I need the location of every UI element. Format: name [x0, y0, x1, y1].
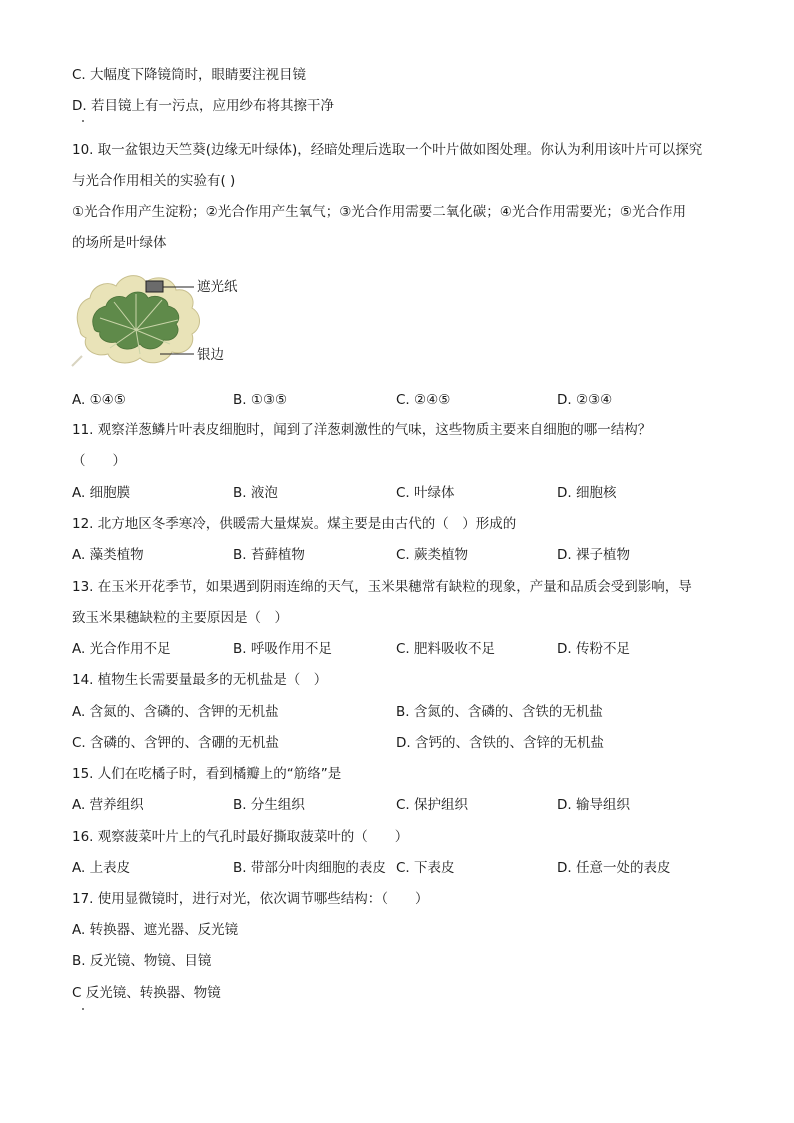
q11-stem-line2: （ ）	[72, 453, 126, 469]
q10-stem-line2: 与光合作用相关的实验有( )	[72, 173, 236, 189]
q17-option-a: A. 转换器、遮光器、反光镜	[72, 922, 239, 938]
q11-option-d: D. 细胞核	[557, 485, 617, 501]
q14-option-a: A. 含氮的、含磷的、含钾的无机盐	[72, 704, 279, 720]
q12-option-a: A. 藻类植物	[72, 547, 144, 563]
q15-stem: 15. 人们在吃橘子时，看到橘瓣上的“筋络”是	[72, 766, 342, 782]
q17-stem: 17. 使用显微镜时，进行对光，依次调节哪些结构：（ ）	[72, 891, 429, 907]
q13-stem-line2: 致玉米果穗缺粒的主要原因是（ ）	[72, 610, 288, 626]
q10-stem-line1: 10. 取一盆银边天竺葵(边缘无叶绿体)，经暗处理后选取一个叶片做如图处理。你认为利用该叶片可以探究	[72, 142, 703, 158]
q9-option-d: D. 若目镜上有一污点，应用纱布将其擦干净	[72, 98, 334, 114]
q13-option-d: D. 传粉不足	[557, 641, 630, 657]
q16-stem: 16. 观察菠菜叶片上的气孔时最好撕取菠菜叶的（ ）	[72, 829, 409, 845]
q15-option-a: A. 营养组织	[72, 797, 144, 813]
q10-option-a: A. ①④⑤	[72, 392, 126, 408]
q9-option-c: C. 大幅度下降镜筒时，眼睛要注视目镜	[72, 67, 307, 83]
q17-option-b: B. 反光镜、物镜、目镜	[72, 953, 212, 969]
q17-option-c: C 反光镜、转换器、物镜	[72, 985, 221, 1001]
q16-option-a: A. 上表皮	[72, 860, 131, 876]
q10-option-b: B. ①③⑤	[233, 392, 288, 408]
stray-dot	[82, 120, 84, 122]
q12-option-d: D. 裸子植物	[557, 547, 630, 563]
q13-stem-line1: 13. 在玉米开花季节，如果遇到阴雨连绵的天气，玉米果穗常有缺粒的现象，产量和品质会受到影响，导	[72, 579, 692, 595]
q10-stem-line4: 的场所是叶绿体	[72, 235, 167, 251]
label-silver-edge: 银边	[197, 347, 224, 363]
q11-option-b: B. 液泡	[233, 485, 278, 501]
stray-dot	[82, 1008, 84, 1010]
q11-option-c: C. 叶绿体	[396, 485, 455, 501]
q13-option-b: B. 呼吸作用不足	[233, 641, 332, 657]
q16-option-b: B. 带部分叶肉细胞的表皮	[233, 860, 386, 876]
q10-stem-line3: ①光合作用产生淀粉；②光合作用产生氧气；③光合作用需要二氧化碳；④光合作用需要光；⑤光合作用	[72, 204, 687, 220]
q13-option-c: C. 肥料吸收不足	[396, 641, 496, 657]
q16-option-d: D. 任意一处的表皮	[557, 860, 671, 876]
q15-option-b: B. 分生组织	[233, 797, 305, 813]
label-shading-paper: 遮光纸	[197, 279, 238, 295]
q14-stem: 14. 植物生长需要量最多的无机盐是（ ）	[72, 672, 328, 688]
q14-option-c: C. 含磷的、含钾的、含硼的无机盐	[72, 735, 280, 751]
q10-option-c: C. ②④⑤	[396, 392, 451, 408]
q12-option-c: C. 蕨类植物	[396, 547, 469, 563]
q14-option-b: B. 含氮的、含磷的、含铁的无机盐	[396, 704, 603, 720]
leaf-figure	[70, 268, 260, 368]
q14-option-d: D. 含钙的、含铁的、含锌的无机盐	[396, 735, 604, 751]
shading-paper	[146, 281, 163, 292]
q15-option-c: C. 保护组织	[396, 797, 469, 813]
q10-option-d: D. ②③④	[557, 392, 613, 408]
q11-option-a: A. 细胞膜	[72, 485, 131, 501]
q12-stem: 12. 北方地区冬季寒冷，供暖需大量煤炭。煤主要是由古代的（ ）形成的	[72, 516, 517, 532]
q15-option-d: D. 输导组织	[557, 797, 630, 813]
leaf-petiole	[72, 356, 82, 366]
q13-option-a: A. 光合作用不足	[72, 641, 171, 657]
q16-option-c: C. 下表皮	[396, 860, 455, 876]
q11-stem-line1: 11. 观察洋葱鳞片叶表皮细胞时，闻到了洋葱刺激性的气味，这些物质主要来自细胞的哪一结构？	[72, 422, 652, 438]
q12-option-b: B. 苔藓植物	[233, 547, 305, 563]
